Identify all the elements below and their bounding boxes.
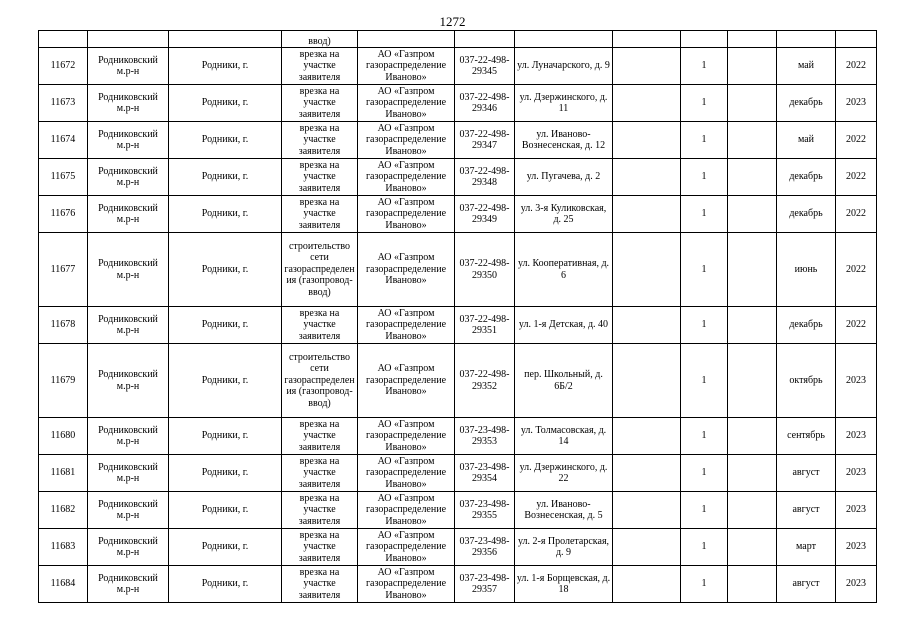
month-cell: август [777, 566, 836, 603]
count-cell: 1 [681, 566, 728, 603]
year-cell: 2022 [836, 122, 877, 159]
empty-cell [613, 122, 681, 159]
work-type-cell: врезка на участке заявителя [282, 122, 358, 159]
continued-row-fragment [39, 31, 877, 48]
month-cell: декабрь [777, 196, 836, 233]
row-number-cell: 11672 [39, 48, 88, 85]
registry-code-cell: 037-22-498-29346 [455, 85, 515, 122]
raion-cell: Родниковский м.р-н [88, 344, 169, 418]
fragment-code-cell [455, 31, 515, 48]
row-number-cell: 11676 [39, 196, 88, 233]
empty-cell [728, 159, 777, 196]
raion-cell: Родниковский м.р-н [88, 233, 169, 307]
year-cell: 2023 [836, 492, 877, 529]
work-type-cell: врезка на участке заявителя [282, 455, 358, 492]
settlement-cell: Родники, г. [169, 85, 282, 122]
registry-table [38, 30, 877, 603]
month-cell: декабрь [777, 85, 836, 122]
organization-cell: АО «Газпром газораспределение Иваново» [358, 48, 455, 85]
address-cell: ул. Луначарского, д. 9 [515, 48, 613, 85]
raion-cell: Родниковский м.р-н [88, 455, 169, 492]
registry-code-cell: 037-22-498-29349 [455, 196, 515, 233]
raion-cell: Родниковский м.р-н [88, 418, 169, 455]
empty-cell [728, 307, 777, 344]
empty-cell [613, 159, 681, 196]
registry-code-cell: 037-22-498-29352 [455, 344, 515, 418]
page-number: 1272 [439, 14, 466, 29]
raion-cell: Родниковский м.р-н [88, 566, 169, 603]
empty-cell [613, 418, 681, 455]
fragment-empty-cell [613, 31, 681, 48]
settlement-cell: Родники, г. [169, 492, 282, 529]
organization-cell: АО «Газпром газораспределение Иваново» [358, 196, 455, 233]
month-cell: август [777, 455, 836, 492]
empty-cell [728, 455, 777, 492]
raion-cell: Родниковский м.р-н [88, 48, 169, 85]
row-number-cell: 11682 [39, 492, 88, 529]
month-cell: сентябрь [777, 418, 836, 455]
address-cell: ул. Толмасовская, д. 14 [515, 418, 613, 455]
year-cell: 2023 [836, 418, 877, 455]
year-cell: 2023 [836, 566, 877, 603]
month-cell: август [777, 492, 836, 529]
organization-cell: АО «Газпром газораспределение Иваново» [358, 344, 455, 418]
registry-body [39, 31, 877, 603]
raion-cell: Родниковский м.р-н [88, 307, 169, 344]
empty-cell [613, 307, 681, 344]
empty-cell [613, 344, 681, 418]
address-cell: ул. Пугачева, д. 2 [515, 159, 613, 196]
empty-cell [728, 566, 777, 603]
organization-cell: АО «Газпром газораспределение Иваново» [358, 85, 455, 122]
registry-code-cell: 037-22-498-29345 [455, 48, 515, 85]
organization-cell: АО «Газпром газораспределение Иваново» [358, 418, 455, 455]
count-cell: 1 [681, 196, 728, 233]
registry-code-cell: 037-22-498-29350 [455, 233, 515, 307]
empty-cell [613, 455, 681, 492]
year-cell: 2022 [836, 196, 877, 233]
count-cell: 1 [681, 233, 728, 307]
fragment-org-cell [358, 31, 455, 48]
raion-cell: Родниковский м.р-н [88, 492, 169, 529]
settlement-cell: Родники, г. [169, 529, 282, 566]
table-row [39, 344, 877, 418]
empty-cell [728, 418, 777, 455]
registry-code-cell: 037-23-498-29354 [455, 455, 515, 492]
year-cell: 2023 [836, 85, 877, 122]
registry-code-cell: 037-22-498-29348 [455, 159, 515, 196]
work-type-cell: врезка на участке заявителя [282, 159, 358, 196]
year-cell: 2022 [836, 307, 877, 344]
fragment-count-cell [681, 31, 728, 48]
table-row [39, 159, 877, 196]
registry-code-cell: 037-22-498-29351 [455, 307, 515, 344]
month-cell: май [777, 122, 836, 159]
empty-cell [728, 529, 777, 566]
year-cell: 2022 [836, 159, 877, 196]
count-cell: 1 [681, 48, 728, 85]
table-row [39, 529, 877, 566]
empty-cell [728, 48, 777, 85]
table-row [39, 566, 877, 603]
empty-cell [728, 344, 777, 418]
settlement-cell: Родники, г. [169, 566, 282, 603]
address-cell: ул. Дзержинского, д. 11 [515, 85, 613, 122]
year-cell: 2023 [836, 344, 877, 418]
organization-cell: АО «Газпром газораспределение Иваново» [358, 566, 455, 603]
empty-cell [728, 122, 777, 159]
year-cell: 2023 [836, 455, 877, 492]
fragment-year-cell [836, 31, 877, 48]
fragment-empty-cell [728, 31, 777, 48]
work-type-cell: врезка на участке заявителя [282, 492, 358, 529]
work-type-cell: врезка на участке заявителя [282, 566, 358, 603]
address-cell: ул. Иваново-Вознесенская, д. 5 [515, 492, 613, 529]
organization-cell: АО «Газпром газораспределение Иваново» [358, 307, 455, 344]
organization-cell: АО «Газпром газораспределение Иваново» [358, 529, 455, 566]
settlement-cell: Родники, г. [169, 48, 282, 85]
table-row [39, 492, 877, 529]
row-number-cell: 11674 [39, 122, 88, 159]
empty-cell [613, 529, 681, 566]
settlement-cell: Родники, г. [169, 122, 282, 159]
year-cell: 2023 [836, 529, 877, 566]
settlement-cell: Родники, г. [169, 344, 282, 418]
work-type-cell: строительство сети газораспределения (газопровод-ввод) [282, 233, 358, 307]
fragment-address-cell [515, 31, 613, 48]
settlement-cell: Родники, г. [169, 418, 282, 455]
work-type-cell: врезка на участке заявителя [282, 418, 358, 455]
empty-cell [613, 566, 681, 603]
empty-cell [613, 48, 681, 85]
row-number-cell: 11681 [39, 455, 88, 492]
raion-cell: Родниковский м.р-н [88, 196, 169, 233]
organization-cell: АО «Газпром газораспределение Иваново» [358, 233, 455, 307]
fragment-num-cell [39, 31, 88, 48]
count-cell: 1 [681, 455, 728, 492]
raion-cell: Родниковский м.р-н [88, 122, 169, 159]
year-cell: 2022 [836, 48, 877, 85]
address-cell: ул. 1-я Борщевская, д. 18 [515, 566, 613, 603]
fragment-raion-cell [88, 31, 169, 48]
address-cell: ул. 1-я Детская, д. 40 [515, 307, 613, 344]
empty-cell [613, 492, 681, 529]
month-cell: октябрь [777, 344, 836, 418]
address-cell: ул. Кооперативная, д. 6 [515, 233, 613, 307]
registry-code-cell: 037-23-498-29353 [455, 418, 515, 455]
count-cell: 1 [681, 492, 728, 529]
row-number-cell: 11683 [39, 529, 88, 566]
empty-cell [728, 492, 777, 529]
row-number-cell: 11675 [39, 159, 88, 196]
fragment-month-cell [777, 31, 836, 48]
registry-code-cell: 037-23-498-29356 [455, 529, 515, 566]
row-number-cell: 11680 [39, 418, 88, 455]
address-cell: ул. 3-я Куликовская, д. 25 [515, 196, 613, 233]
raion-cell: Родниковский м.р-н [88, 159, 169, 196]
month-cell: декабрь [777, 307, 836, 344]
month-cell: декабрь [777, 159, 836, 196]
organization-cell: АО «Газпром газораспределение Иваново» [358, 159, 455, 196]
table-row [39, 418, 877, 455]
table-row [39, 196, 877, 233]
organization-cell: АО «Газпром газораспределение Иваново» [358, 492, 455, 529]
row-number-cell: 11673 [39, 85, 88, 122]
table-row [39, 48, 877, 85]
empty-cell [613, 196, 681, 233]
count-cell: 1 [681, 159, 728, 196]
settlement-cell: Родники, г. [169, 455, 282, 492]
month-cell: май [777, 48, 836, 85]
table-row [39, 233, 877, 307]
month-cell: июнь [777, 233, 836, 307]
settlement-cell: Родники, г. [169, 307, 282, 344]
address-cell: ул. Дзержинского, д. 22 [515, 455, 613, 492]
table-row [39, 307, 877, 344]
count-cell: 1 [681, 307, 728, 344]
row-number-cell: 11684 [39, 566, 88, 603]
work-type-cell: врезка на участке заявителя [282, 48, 358, 85]
fragment-settlement-cell [169, 31, 282, 48]
count-cell: 1 [681, 418, 728, 455]
empty-cell [613, 85, 681, 122]
empty-cell [728, 196, 777, 233]
organization-cell: АО «Газпром газораспределение Иваново» [358, 455, 455, 492]
settlement-cell: Родники, г. [169, 233, 282, 307]
empty-cell [728, 233, 777, 307]
empty-cell [613, 233, 681, 307]
organization-cell: АО «Газпром газораспределение Иваново» [358, 122, 455, 159]
work-type-cell: строительство сети газораспределения (газопровод-ввод) [282, 344, 358, 418]
registry-code-cell: 037-22-498-29347 [455, 122, 515, 159]
address-cell: ул. 2-я Пролетарская, д. 9 [515, 529, 613, 566]
count-cell: 1 [681, 85, 728, 122]
row-number-cell: 11678 [39, 307, 88, 344]
raion-cell: Родниковский м.р-н [88, 85, 169, 122]
address-cell: пер. Школьный, д. 6Б/2 [515, 344, 613, 418]
raion-cell: Родниковский м.р-н [88, 529, 169, 566]
empty-cell [728, 85, 777, 122]
count-cell: 1 [681, 344, 728, 418]
work-type-cell: врезка на участке заявителя [282, 85, 358, 122]
table-row [39, 85, 877, 122]
settlement-cell: Родники, г. [169, 196, 282, 233]
work-type-cell: врезка на участке заявителя [282, 529, 358, 566]
count-cell: 1 [681, 122, 728, 159]
table-row [39, 122, 877, 159]
work-type-cell: врезка на участке заявителя [282, 196, 358, 233]
row-number-cell: 11677 [39, 233, 88, 307]
registry-code-cell: 037-23-498-29355 [455, 492, 515, 529]
fragment-work-type-cell: ввод) [282, 31, 358, 48]
count-cell: 1 [681, 529, 728, 566]
year-cell: 2022 [836, 233, 877, 307]
month-cell: март [777, 529, 836, 566]
table-row [39, 455, 877, 492]
work-type-cell: врезка на участке заявителя [282, 307, 358, 344]
registry-code-cell: 037-23-498-29357 [455, 566, 515, 603]
settlement-cell: Родники, г. [169, 159, 282, 196]
address-cell: ул. Иваново-Вознесенская, д. 12 [515, 122, 613, 159]
row-number-cell: 11679 [39, 344, 88, 418]
